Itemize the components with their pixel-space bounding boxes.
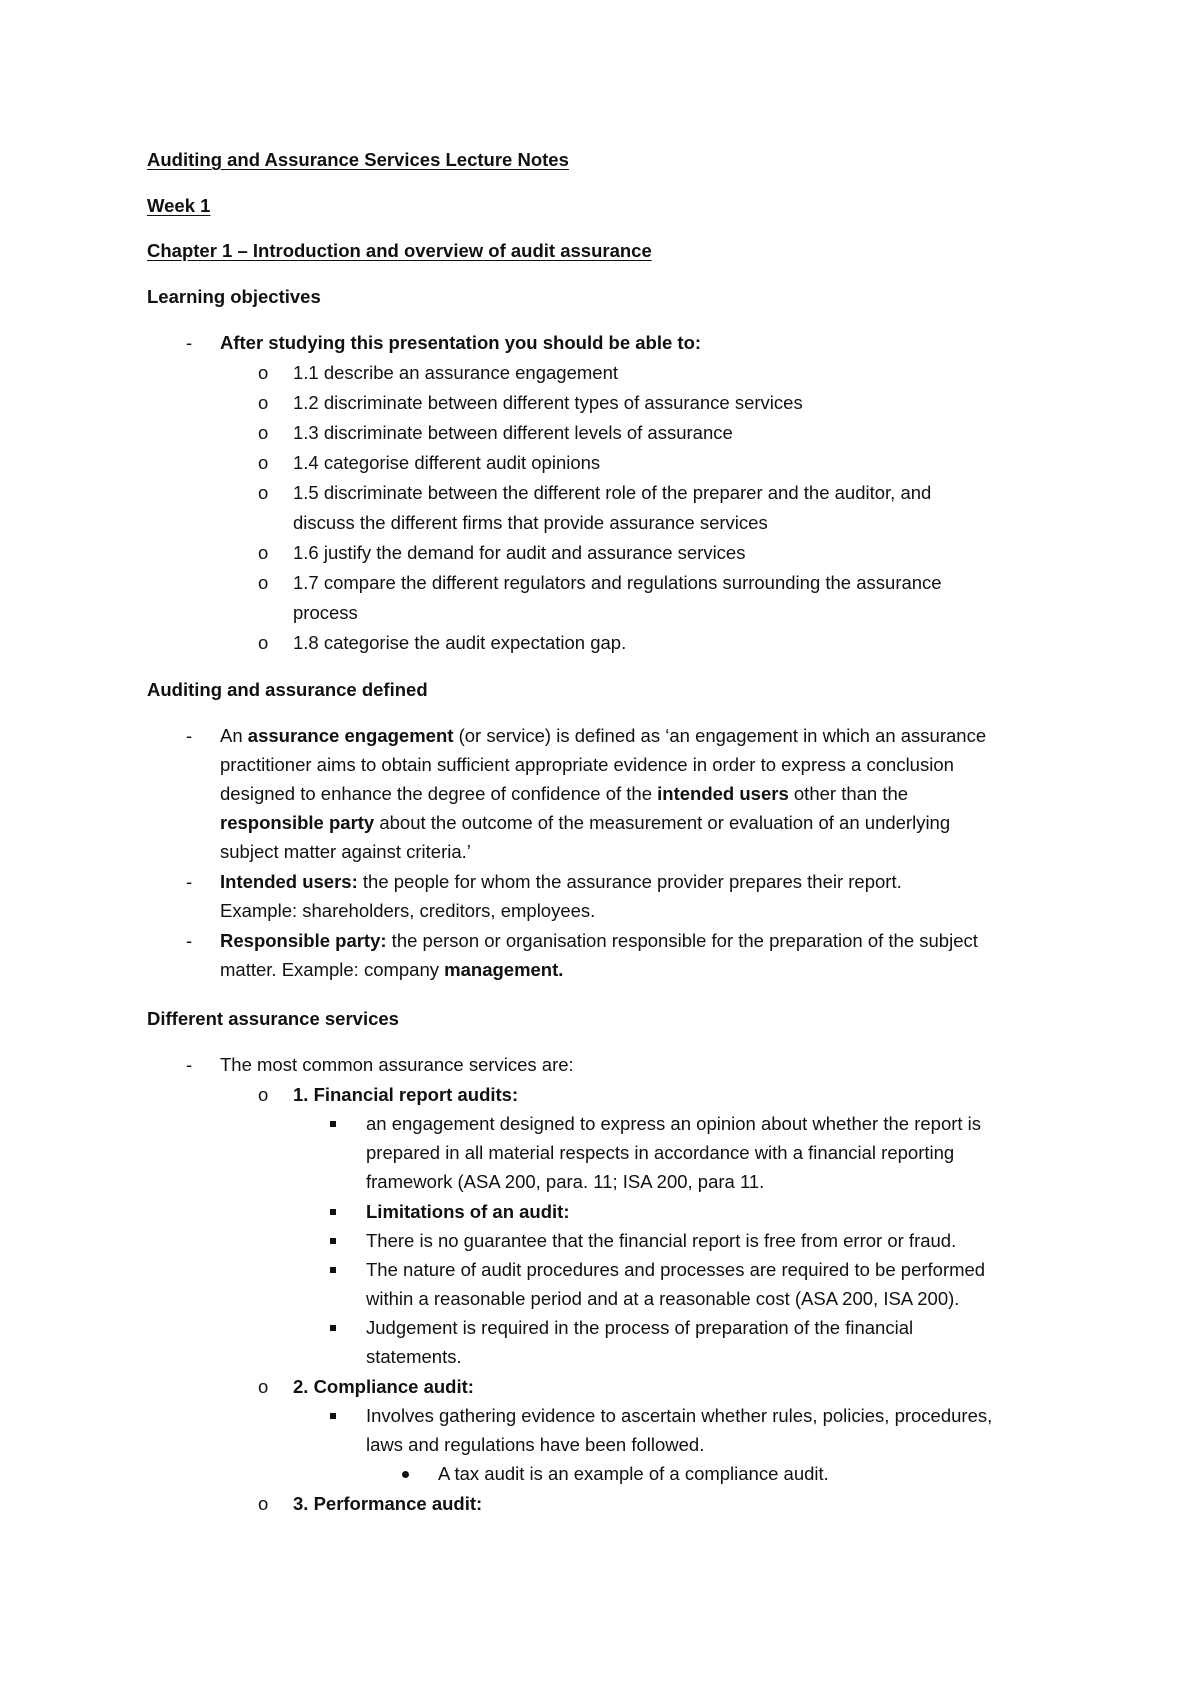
- circle-bullet: o: [258, 1084, 269, 1105]
- service-example: A tax audit is an example of a compliance audit.: [438, 1463, 829, 1484]
- service-compliance-audit: 2. Compliance audit:: [293, 1376, 474, 1397]
- definition-line: [220, 782, 908, 806]
- text-run: the people for whom the assurance provider prepares their report.: [357, 871, 902, 892]
- circle-bullet: o: [258, 362, 269, 383]
- objective-item: 1.6 justify the demand for audit and assurance services: [293, 542, 746, 563]
- service-detail: statements.: [366, 1346, 462, 1367]
- document-title: Auditing and Assurance Services Lecture Notes: [147, 149, 569, 170]
- objective-item: 1.2 discriminate between different types of assurance services: [293, 392, 803, 413]
- limitations-heading: Limitations of an audit:: [366, 1201, 570, 1222]
- objective-item: 1.8 categorise the audit expectation gap.: [293, 632, 627, 653]
- intended-users-line: [220, 870, 902, 894]
- objective-item: 1.7 compare the different regulators and regulations surrounding the assurance: [293, 572, 942, 593]
- chapter-heading: Chapter 1 – Introduction and overview of audit assurance: [147, 240, 652, 261]
- service-detail: laws and regulations have been followed.: [366, 1434, 705, 1455]
- dash-bullet: -: [186, 871, 193, 892]
- circle-bullet: o: [258, 1376, 269, 1397]
- intended-users-example: Example: shareholders, creditors, employees.: [220, 900, 596, 921]
- term-intended-users: intended users: [657, 783, 789, 804]
- round-bullet-icon: [402, 1471, 409, 1478]
- definition-line: practitioner aims to obtain sufficient appropriate evidence in order to express a conclusion: [220, 754, 954, 775]
- objective-item: 1.3 discriminate between different levels of assurance: [293, 422, 733, 443]
- service-detail: within a reasonable period and at a reasonable cost (ASA 200, ISA 200).: [366, 1288, 960, 1309]
- objective-item: 1.1 describe an assurance engagement: [293, 362, 618, 383]
- objectives-intro: After studying this presentation you should be able to:: [220, 332, 702, 353]
- dash-bullet: -: [186, 1054, 193, 1075]
- service-detail: Involves gathering evidence to ascertain whether rules, policies, procedures,: [366, 1405, 993, 1426]
- objective-item: 1.4 categorise different audit opinions: [293, 452, 601, 473]
- objective-item-continued: discuss the different firms that provide assurance services: [293, 512, 768, 533]
- learning-objectives-heading: Learning objectives: [147, 286, 321, 307]
- text-run: An: [220, 725, 248, 746]
- definition-line: subject matter against criteria.’: [220, 841, 471, 862]
- text-run: matter. Example: company: [220, 959, 445, 980]
- week-heading: Week 1: [147, 195, 211, 216]
- services-heading: Different assurance services: [147, 1008, 399, 1029]
- text-run: designed to enhance the degree of confidence of the: [220, 783, 658, 804]
- objective-item-continued: process: [293, 602, 358, 623]
- circle-bullet: o: [258, 542, 269, 563]
- service-detail: framework (ASA 200, para. 11; ISA 200, para 11.: [366, 1171, 765, 1192]
- service-detail: There is no guarantee that the financial report is free from error or fraud.: [366, 1230, 957, 1251]
- service-detail: an engagement designed to express an opinion about whether the report is: [366, 1113, 982, 1134]
- dash-bullet: -: [186, 725, 193, 746]
- service-performance-audit: 3. Performance audit:: [293, 1493, 483, 1514]
- circle-bullet: o: [258, 632, 269, 653]
- text-run: the person or organisation responsible for the preparation of the subject: [386, 930, 978, 951]
- circle-bullet: o: [258, 422, 269, 443]
- responsible-party-line: [220, 929, 978, 953]
- circle-bullet: o: [258, 392, 269, 413]
- term-assurance-engagement: assurance engagement: [247, 725, 454, 746]
- square-bullet-icon: [330, 1267, 336, 1273]
- circle-bullet: o: [258, 482, 269, 503]
- services-intro: The most common assurance services are:: [220, 1054, 574, 1075]
- term-intended-users-label: Intended users:: [220, 871, 358, 892]
- responsible-party-example: [220, 958, 563, 982]
- dash-bullet: -: [186, 332, 193, 353]
- text-run: (or service) is defined as ‘an engagement in which an assurance: [453, 725, 987, 746]
- objective-item: 1.5 discriminate between the different role of the preparer and the auditor, and: [293, 482, 932, 503]
- square-bullet-icon: [330, 1325, 336, 1331]
- service-detail: Judgement is required in the process of preparation of the financial: [366, 1317, 914, 1338]
- square-bullet-icon: [330, 1209, 336, 1215]
- dash-bullet: -: [186, 930, 193, 951]
- service-detail: The nature of audit procedures and processes are required to be performed: [366, 1259, 986, 1280]
- square-bullet-icon: [330, 1121, 336, 1127]
- circle-bullet: o: [258, 1493, 269, 1514]
- definition-line: [220, 724, 986, 748]
- definition-line: [220, 811, 950, 835]
- defined-heading: Auditing and assurance defined: [147, 679, 428, 700]
- service-financial-report-audits: 1. Financial report audits:: [293, 1084, 519, 1105]
- text-run: other than the: [788, 783, 909, 804]
- service-detail: prepared in all material respects in accordance with a financial reporting: [366, 1142, 955, 1163]
- term-responsible-party-label: Responsible party:: [220, 930, 387, 951]
- square-bullet-icon: [330, 1413, 336, 1419]
- circle-bullet: o: [258, 572, 269, 593]
- text-run: about the outcome of the measurement or evaluation of an underlying: [374, 812, 951, 833]
- square-bullet-icon: [330, 1238, 336, 1244]
- circle-bullet: o: [258, 452, 269, 473]
- term-management: management.: [444, 959, 564, 980]
- term-responsible-party: responsible party: [220, 812, 375, 833]
